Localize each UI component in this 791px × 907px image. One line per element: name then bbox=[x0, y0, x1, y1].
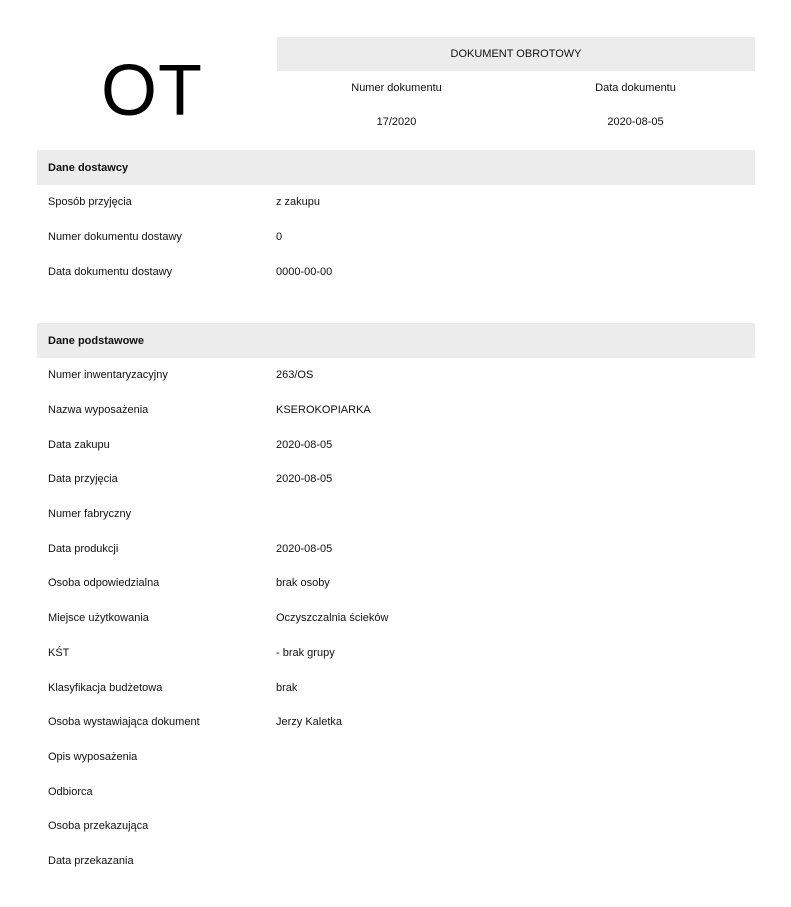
basic-row-production-date bbox=[37, 531, 755, 566]
document-number-label: Numer dokumentu bbox=[351, 82, 442, 94]
basic-row-issuer bbox=[37, 705, 755, 740]
supplier-row-delivery-number bbox=[37, 220, 755, 255]
field-value: 0 bbox=[276, 231, 283, 244]
field-value: KSEROKOPIARKA bbox=[276, 404, 371, 417]
field-label: Miejsce użytkowania bbox=[48, 612, 149, 625]
field-label: Klasyfikacja budżetowa bbox=[48, 681, 163, 694]
basic-row-responsible-person bbox=[37, 566, 755, 601]
field-label: Osoba odpowiedzialna bbox=[48, 577, 160, 590]
field-value: 2020-08-05 bbox=[276, 542, 333, 555]
document-title: DOKUMENT OBROTOWY bbox=[277, 37, 755, 71]
basic-row-purchase-date bbox=[37, 427, 755, 462]
document-info-box bbox=[277, 37, 755, 139]
basic-row-handing-person bbox=[37, 809, 755, 844]
document-date-label: Data dokumentu bbox=[595, 82, 676, 94]
supplier-section-heading: Dane dostawcy bbox=[37, 150, 755, 185]
field-label: Data przyjęcia bbox=[48, 473, 118, 486]
basic-row-acceptance-date bbox=[37, 462, 755, 497]
document-info-values bbox=[277, 105, 755, 139]
field-value: brak osoby bbox=[276, 577, 330, 590]
field-value: 2020-08-05 bbox=[276, 438, 333, 451]
field-label: Numer fabryczny bbox=[48, 508, 132, 521]
field-label: Osoba przekazująca bbox=[48, 820, 149, 833]
field-value: 0000-00-00 bbox=[276, 265, 333, 278]
field-value: 263/OS bbox=[276, 369, 314, 382]
field-label: Data produkcji bbox=[48, 542, 119, 555]
basic-row-kst bbox=[37, 636, 755, 671]
field-value: 2020-08-05 bbox=[276, 473, 333, 486]
basic-row-recipient bbox=[37, 774, 755, 809]
field-label: Numer dokumentu dostawy bbox=[48, 231, 182, 244]
basic-row-inventory-number bbox=[37, 358, 755, 393]
basic-row-equipment-description bbox=[37, 740, 755, 775]
field-label: KŚT bbox=[48, 646, 70, 659]
document-number-value: 17/2020 bbox=[376, 116, 417, 128]
field-value: - brak grupy bbox=[276, 646, 335, 659]
field-label: Data zakupu bbox=[48, 438, 110, 451]
basic-row-budget-classification bbox=[37, 670, 755, 705]
document-info-labels bbox=[277, 71, 755, 105]
field-value: Oczyszczalnia ścieków bbox=[276, 612, 389, 625]
field-label: Data dokumentu dostawy bbox=[48, 265, 173, 278]
field-label: Nazwa wyposażenia bbox=[48, 404, 149, 417]
document-logo: OT bbox=[101, 51, 203, 131]
field-label: Osoba wystawiająca dokument bbox=[48, 716, 200, 729]
basic-row-usage-location bbox=[37, 601, 755, 636]
basic-data-section-heading: Dane podstawowe bbox=[37, 323, 755, 358]
field-value: z zakupu bbox=[276, 196, 321, 209]
supplier-row-delivery-date bbox=[37, 254, 755, 289]
field-label: Numer inwentaryzacyjny bbox=[48, 369, 168, 382]
field-value: brak bbox=[276, 681, 298, 694]
document-date-value: 2020-08-05 bbox=[607, 116, 664, 128]
field-value: Jerzy Kaletka bbox=[276, 716, 343, 729]
field-label: Sposób przyjęcia bbox=[48, 196, 132, 209]
supplier-row-acceptance-method bbox=[37, 185, 755, 220]
supplier-section bbox=[37, 150, 755, 289]
basic-row-equipment-name bbox=[37, 393, 755, 428]
field-label: Odbiorca bbox=[48, 785, 93, 798]
basic-data-section bbox=[37, 323, 755, 878]
field-label: Data przekazania bbox=[48, 854, 134, 867]
field-label: Opis wyposażenia bbox=[48, 750, 138, 763]
basic-row-handover-date bbox=[37, 844, 755, 879]
basic-row-serial-number bbox=[37, 497, 755, 532]
